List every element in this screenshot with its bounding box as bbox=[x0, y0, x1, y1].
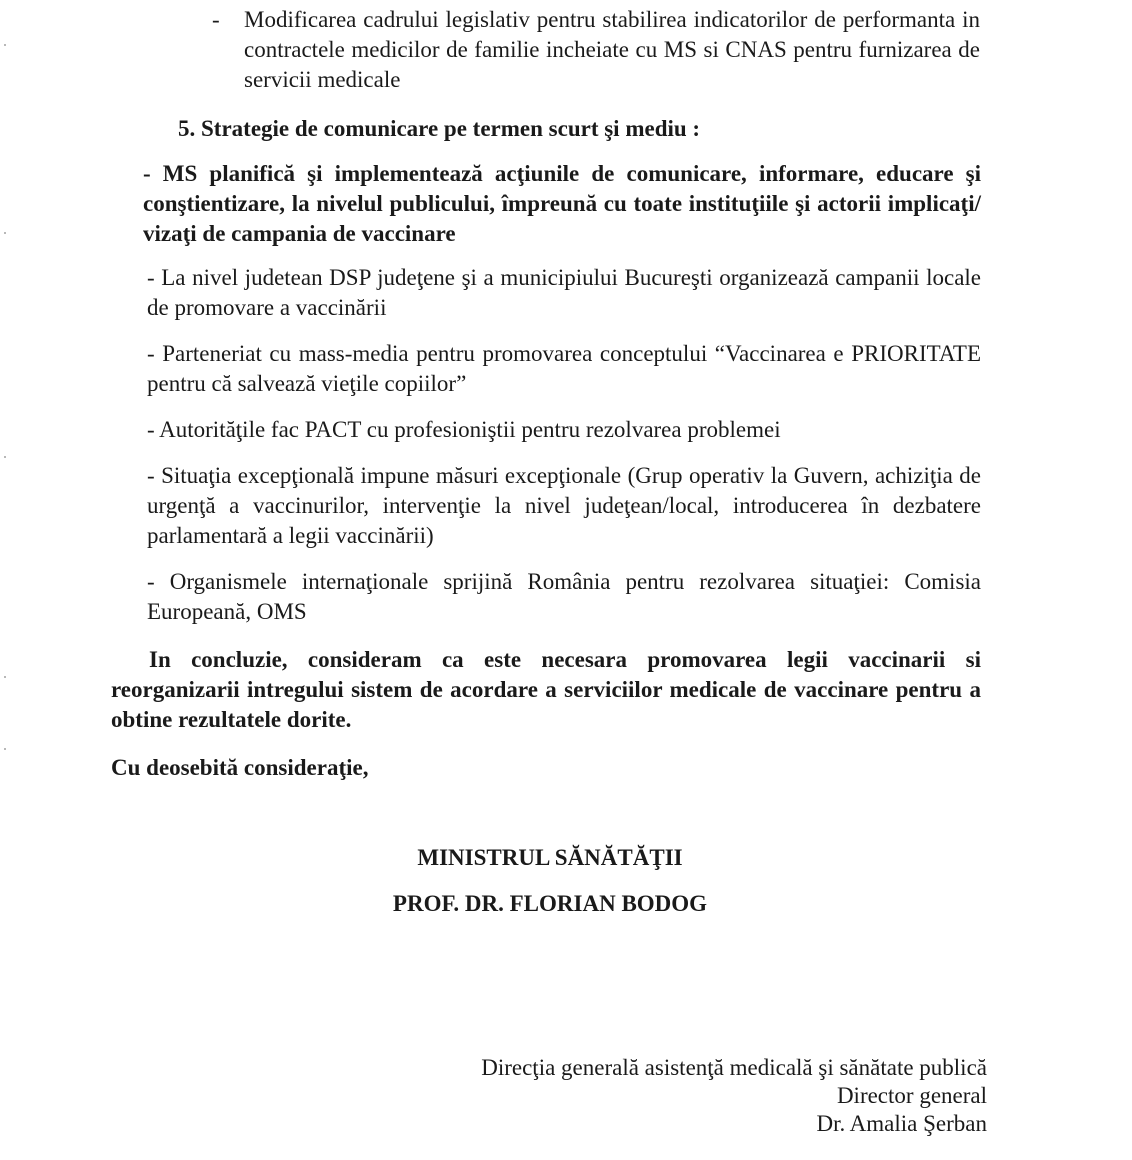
signature-name: PROF. DR. FLORIAN BODOG bbox=[392, 891, 708, 916]
legislation-item: Modificarea cadrului legislativ pentru stabilirea indicatorilor de performanta in contractele medicilor de familie incheiate cu MS si CNAS pentru furnizarea de servicii medicale bbox=[244, 7, 980, 92]
scan-margin-marks bbox=[0, 0, 12, 1160]
footer-role: Director general bbox=[836, 1083, 987, 1108]
section-heading: 5. Strategie de comunicare pe termen scurt şi mediu : bbox=[178, 116, 701, 141]
footer-name: Dr. Amalia Şerban bbox=[816, 1111, 987, 1136]
signature-title: MINISTRUL SĂNĂTĂŢII bbox=[417, 845, 683, 870]
footer-department: Direcţia generală asistenţă medicală şi sănătate publică bbox=[481, 1055, 987, 1080]
list-item: - Autorităţile fac PACT cu profesioniştii pentru rezolvarea problemei bbox=[147, 417, 781, 442]
closing-line: Cu deosebită consideraţie, bbox=[111, 755, 369, 780]
conclusion-paragraph: In concluzie, consideram ca este necesara promovarea legii vaccinarii si reorganizarii intregului sistem de acordare a serviciilor medicale de vaccinare pentru a obtine rezultatele dorite. bbox=[111, 647, 981, 732]
list-item: - Organismele internaţionale sprijină România pentru rezolvarea situaţiei: Comisia Europeană, OMS bbox=[147, 569, 981, 624]
list-item: - Situaţia excepţională impune măsuri excepţionale (Grup operativ la Guvern, achiziţia de urgenţă a vaccinurilor, intervenţie la nivel judeţean/local, introducerea în dezbatere parlamentară a legii vaccinării) bbox=[147, 463, 981, 548]
ms-plan-paragraph: - MS planifică şi implementează acţiunile de comunicare, informare, educare şi conştientizare, la nivelul publicului, împreună cu toate instituţiile şi actorii implicaţi/ vizaţi de campania de vaccinare bbox=[143, 161, 981, 246]
list-item: - La nivel judetean DSP judeţene şi a municipiului Bucureşti organizează campanii locale de promovare a vaccinării bbox=[147, 265, 981, 320]
list-dash: - bbox=[212, 7, 220, 32]
list-item: - Parteneriat cu mass-media pentru promovarea conceptului “Vaccinarea e PRIORITATE pentru că salvează vieţile copiilor” bbox=[147, 341, 981, 396]
